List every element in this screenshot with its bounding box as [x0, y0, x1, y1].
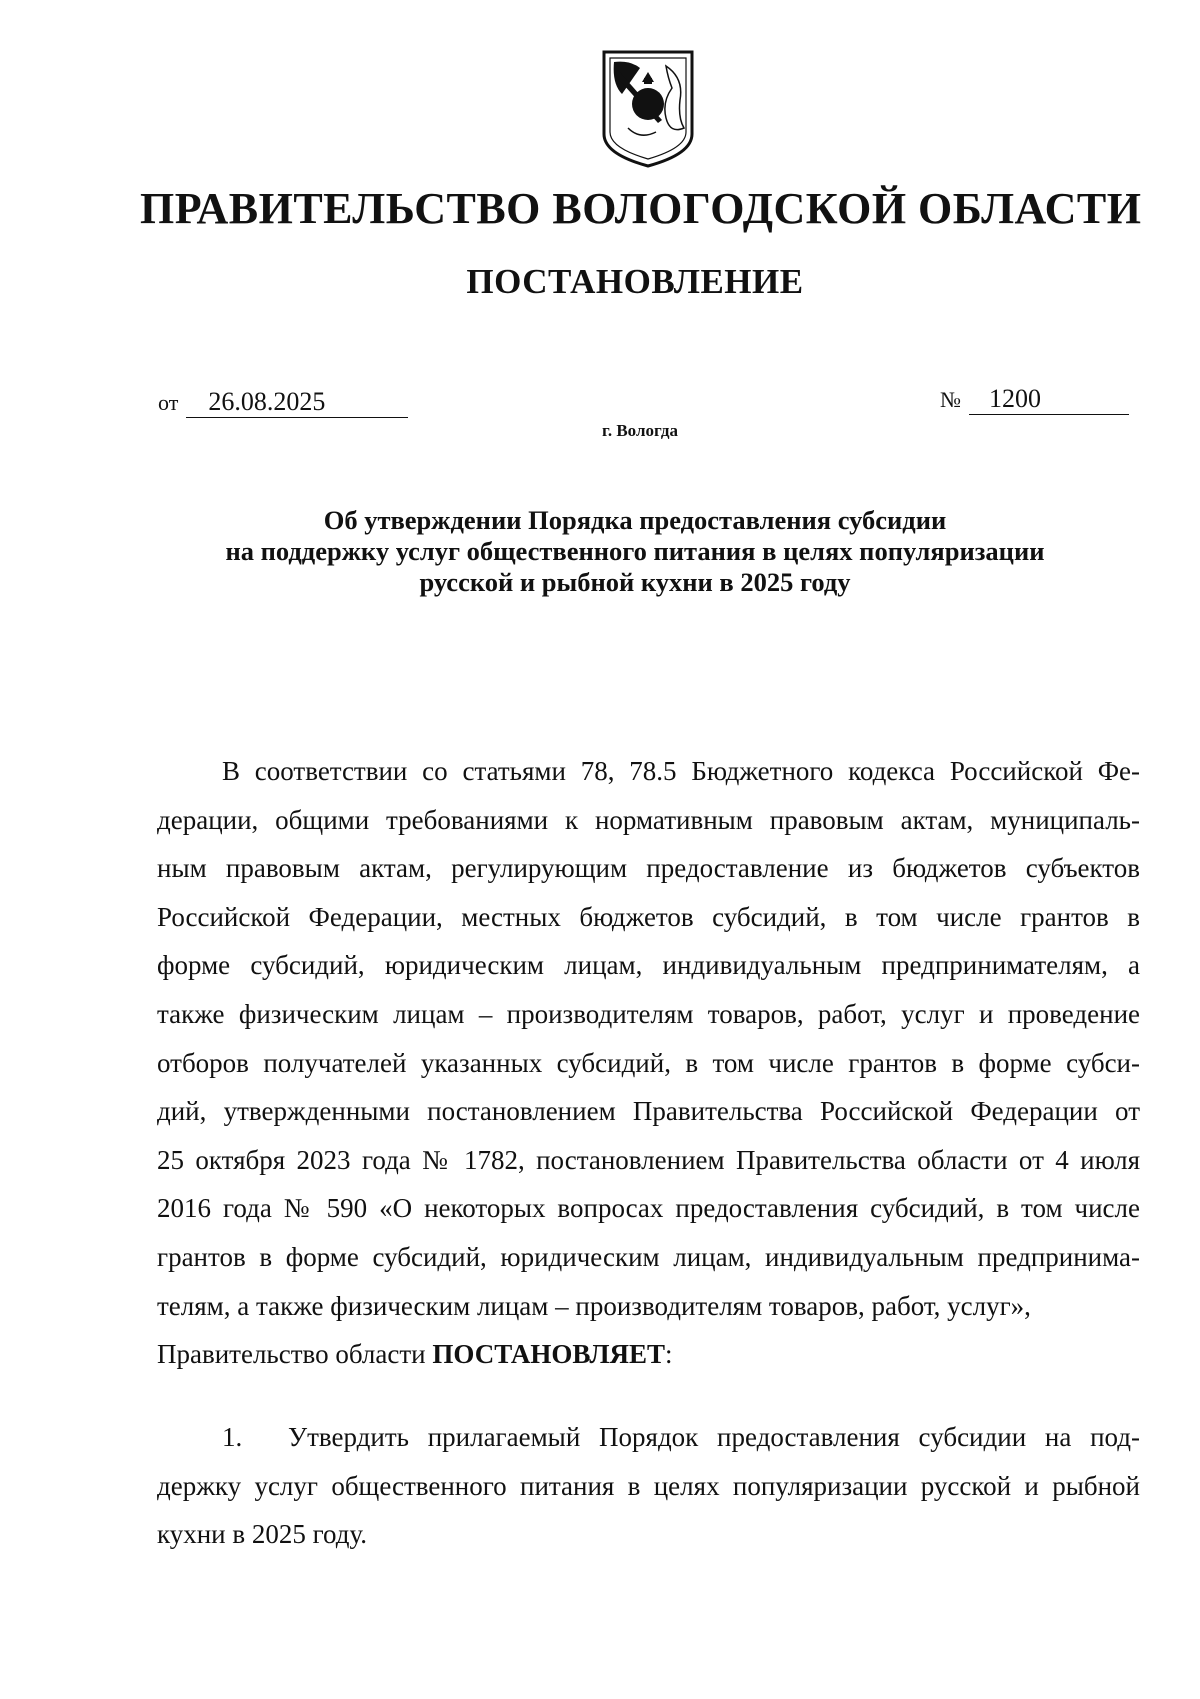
document-subject — [140, 505, 1130, 598]
document-number: 1200 — [969, 384, 1129, 415]
date-label: от — [158, 390, 179, 415]
vologda-coat-of-arms-icon — [600, 48, 696, 170]
paragraph-line: телям, а также физическим лицам – производителям товаров, работ, услуг», — [157, 1290, 1031, 1321]
paragraph-line: грантов в форме субсидий, юридическим лицам, индивидуальным предпринима- — [157, 1241, 1140, 1272]
organization-title: ПРАВИТЕЛЬСТВО ВОЛОГОДСКОЙ ОБЛАСТИ — [140, 184, 1142, 233]
city: г. Вологда — [602, 421, 678, 440]
resolution-prefix: Правительство области — [157, 1339, 433, 1370]
paragraph-line: дий, утвержденными постановлением Правительства Российской Федерации от — [157, 1096, 1140, 1127]
item-number: 1. — [222, 1422, 243, 1452]
paragraph-line: В соответствии со статьями 78, 78.5 Бюджетного кодекса Российской Фе- — [222, 756, 1140, 786]
resolution-suffix: : — [664, 1339, 673, 1370]
paragraph-line: держку услуг общественного питания в целях популяризации русской и рыбной — [157, 1470, 1140, 1501]
paragraph-line: отборов получателей указанных субсидий, в том числе грантов в форме субси- — [157, 1047, 1140, 1078]
paragraph-line: Российской Федерации, местных бюджетов субсидий, в том числе грантов в — [157, 901, 1140, 932]
paragraph-line: ным правовым актам, регулирующим предоставление из бюджетов субъектов — [157, 853, 1140, 884]
paragraph-line: 25 октября 2023 года № 1782, постановлением Правительства области от 4 июля — [157, 1144, 1140, 1175]
item-first-line — [157, 1413, 1140, 1462]
subject-line: на поддержку услуг общественного питания в целях популяризации — [225, 536, 1045, 566]
preamble-paragraph — [157, 747, 1140, 1379]
number-line — [940, 384, 1129, 415]
paragraph-line: 2016 года № 590 «О некоторых вопросах предоставления субсидий, в том числе — [157, 1193, 1140, 1224]
document-date: 26.08.2025 — [186, 387, 408, 418]
subject-line: Об утверждении Порядка предоставления субсидии — [323, 505, 947, 535]
paragraph-line-resolution — [157, 1330, 1140, 1379]
paragraph-line: кухни в 2025 году. — [157, 1519, 368, 1550]
item-line-text: Утвердить прилагаемый Порядок предоставления субсидии на под- — [288, 1422, 1140, 1452]
subject-line: русской и рыбной кухни в 2025 году — [419, 567, 851, 597]
paragraph-line: дерации, общими требованиями к нормативным правовым актам, муниципаль- — [157, 804, 1140, 835]
paragraph-line: форме субсидий, юридическим лицам, индивидуальным предпринимателям, а — [157, 950, 1140, 981]
document-type: ПОСТАНОВЛЕНИЕ — [466, 262, 804, 301]
resolution-keyword: ПОСТАНОВЛЯЕТ — [432, 1339, 665, 1370]
number-label: № — [940, 387, 961, 412]
date-line — [158, 387, 408, 418]
item-1-paragraph — [157, 1413, 1140, 1559]
paragraph-line: также физическим лицам – производителям товаров, работ, услуг и проведение — [157, 998, 1140, 1029]
